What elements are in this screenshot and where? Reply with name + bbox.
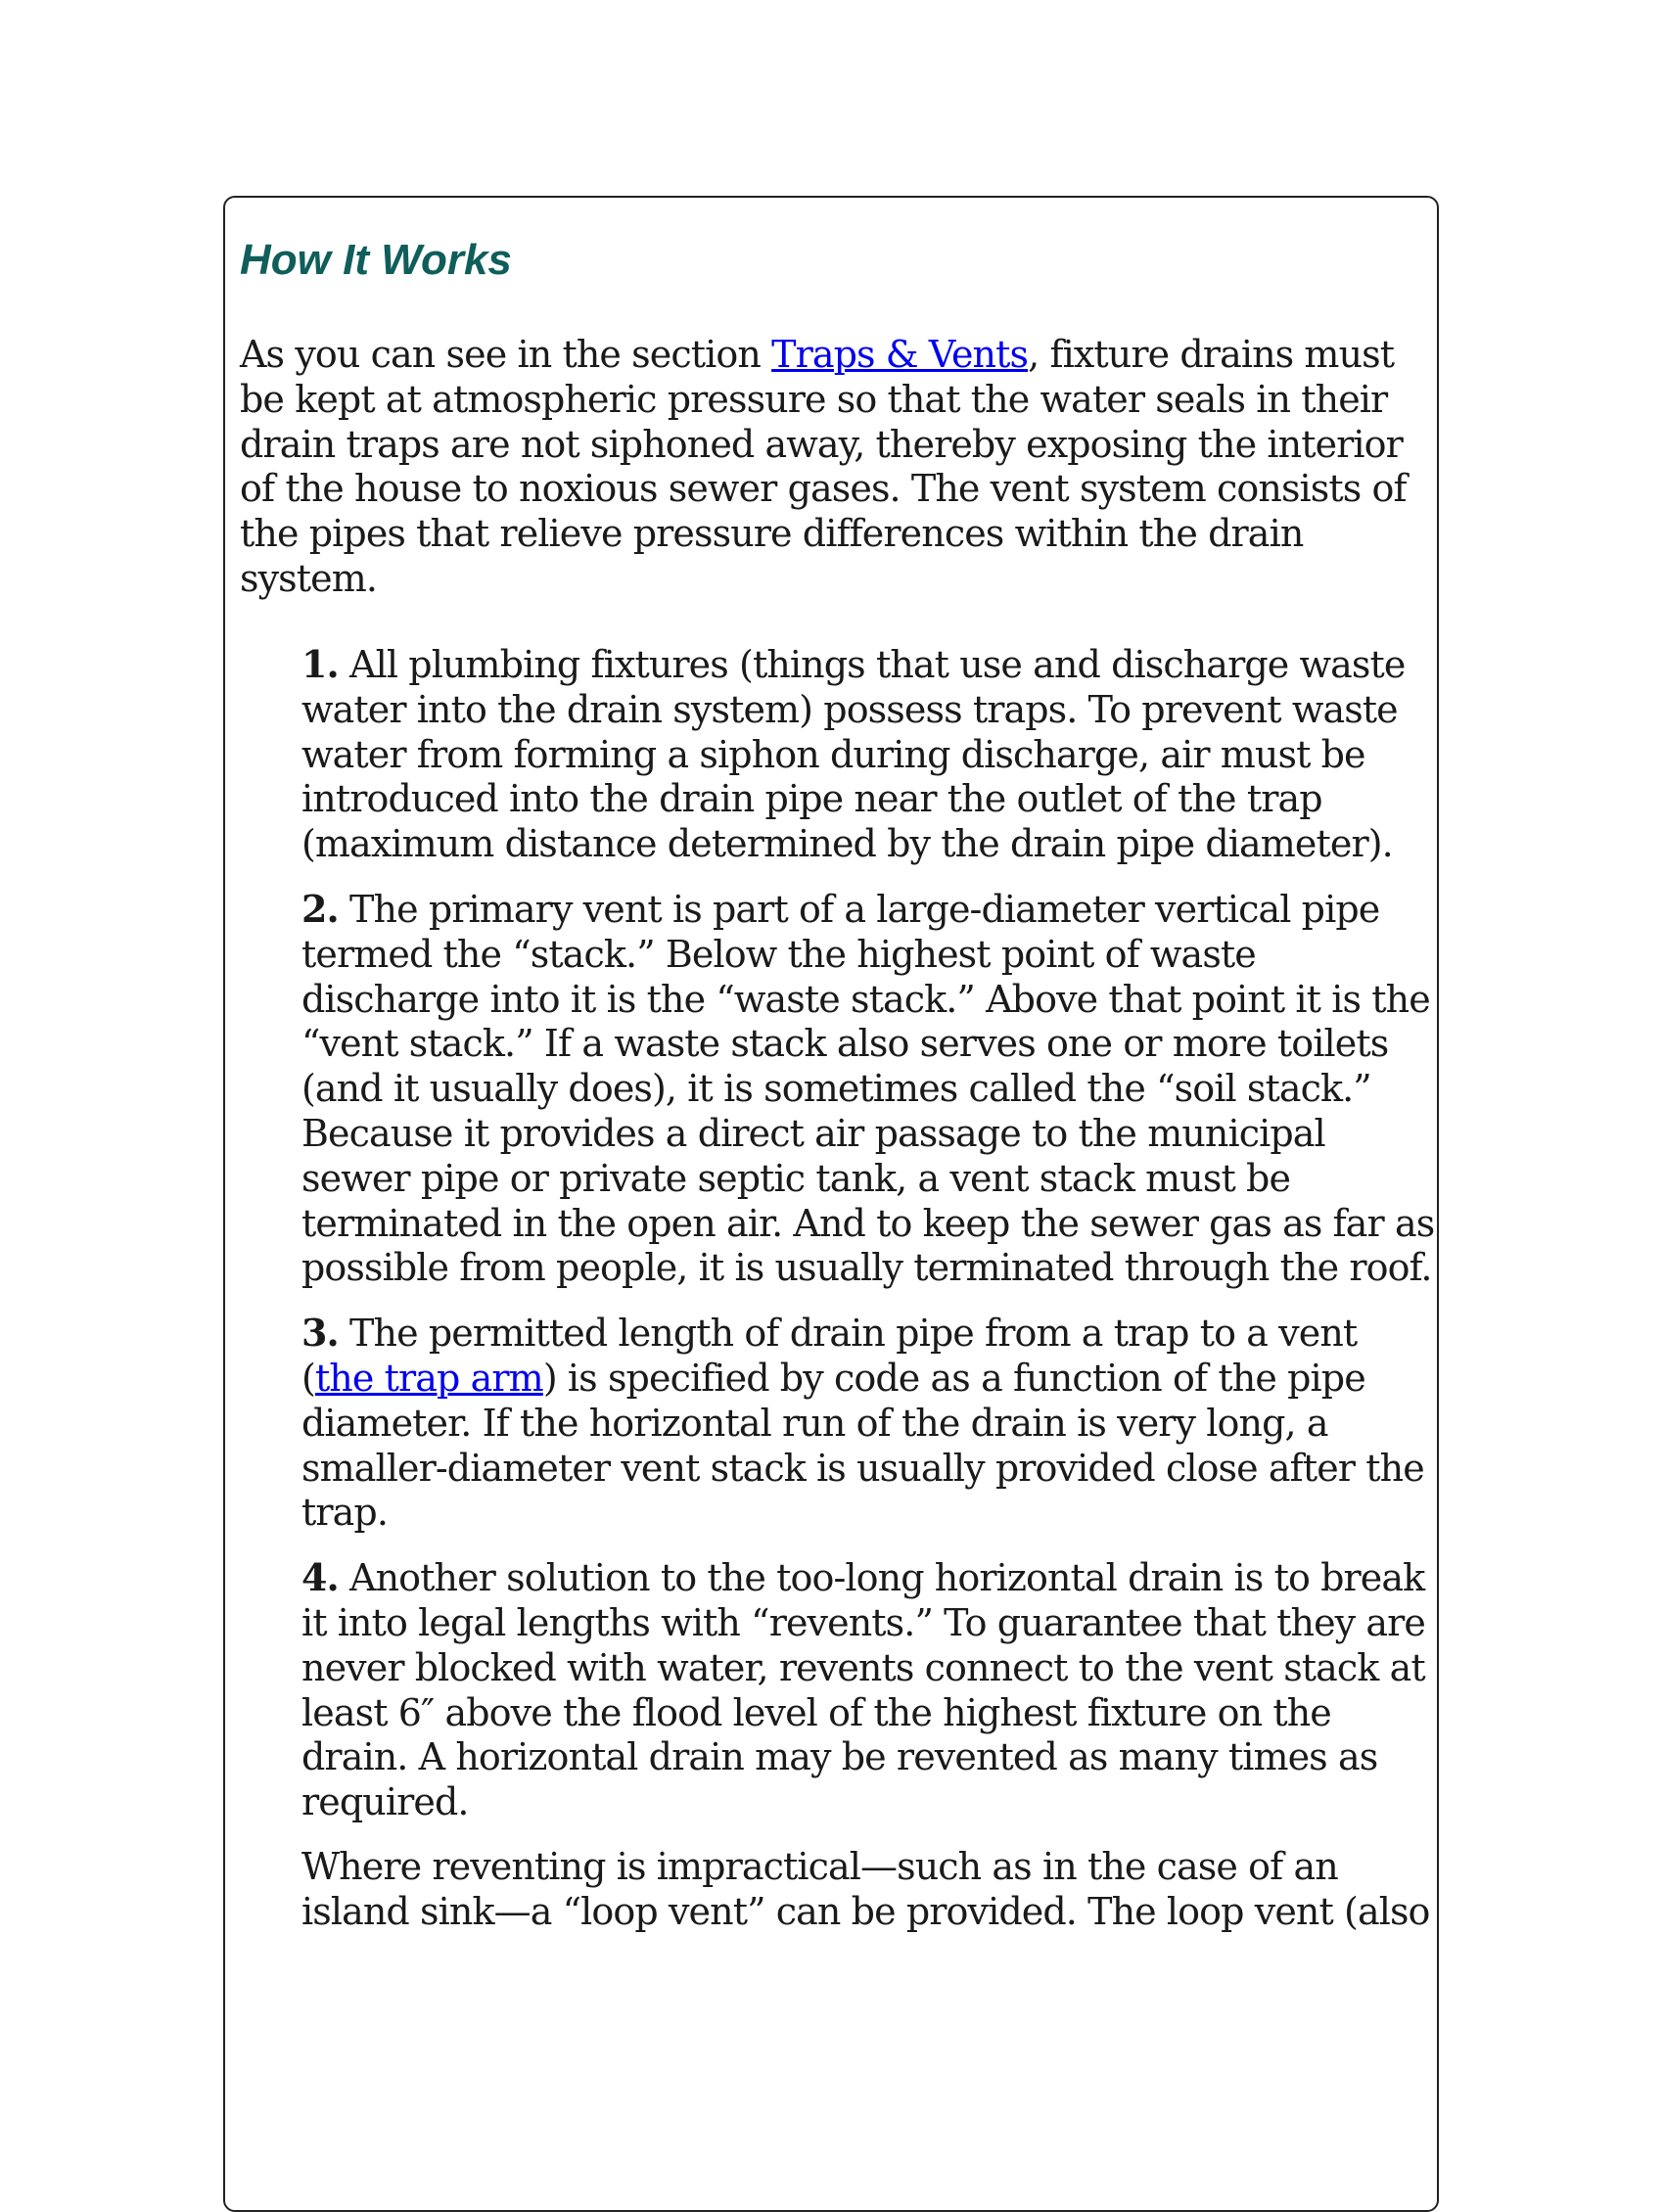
intro-text-start: As you can see in the section: [240, 333, 772, 376]
numbered-list: [301, 642, 1437, 1955]
item-text: All plumbing fixtures (things that use and discharge waste water into the drain system) possess traps. To prevent waste water from forming a siphon during discharge, air must be introduced into the drain pipe near the outlet of the trap (maximum distance determined by the drain pipe diameter).: [301, 643, 1406, 866]
item-text: The primary vent is part of a large-diameter vertical pipe termed the “stack.” Below the highest point of waste discharge into it is the “waste stack.” Above that point it is the “vent stack.” If a waste stack also serves one or more toilets (and it usually does), it is sometimes called the “soil stack.” Because it provides a direct air passage to the municipal sewer pipe or private septic tank, a vent stack must be terminated in the open air. And to keep the sewer gas as far as possible from people, it is usually terminated through the roof.: [301, 887, 1435, 1290]
item-text: Another solution to the too-long horizontal drain is to break it into legal lengths with “revents.” To guarantee that they are never blocked with water, revents connect to the vent stack at least 6″ above the flood level of the highest fixture on the drain. A horizontal drain may be revented as many times as required.: [301, 1556, 1426, 1824]
intro-paragraph: [240, 333, 1429, 602]
trailing-paragraph: Where reventing is impractical—such as in the case of an island sink—a “loop vent” can be provided. The loop vent (also: [301, 1844, 1430, 1933]
list-item-2: [301, 887, 1437, 1291]
item-text: ) is specified by code as a function of the pipe diameter. If the horizontal run of the drain is very long, a smaller-diameter vent stack is usually provided close after the trap.: [301, 1356, 1424, 1535]
item-number: 2.: [301, 886, 339, 931]
item-number: 3.: [301, 1311, 339, 1356]
section-heading: How It Works: [240, 236, 512, 284]
trap-arm-link[interactable]: the trap arm: [314, 1356, 543, 1400]
item-text: The permitted length of drain pipe from a trap to a vent (: [301, 1312, 1358, 1400]
item-number: 4.: [301, 1555, 339, 1600]
list-item-4: [301, 1555, 1437, 1825]
list-item-3: [301, 1311, 1437, 1536]
item-number: 1.: [301, 642, 339, 686]
list-item-1: [301, 642, 1437, 867]
intro-text-end: , fixture drains must be kept at atmospheric pressure so that the water seals in their drain traps are not siphoned away, thereby exposing the interior of the house to noxious sewer gases. The vent system consists of the pipes that relieve pressure differences within the drain system.: [240, 333, 1407, 600]
traps-vents-link[interactable]: Traps & Vents: [771, 333, 1029, 376]
